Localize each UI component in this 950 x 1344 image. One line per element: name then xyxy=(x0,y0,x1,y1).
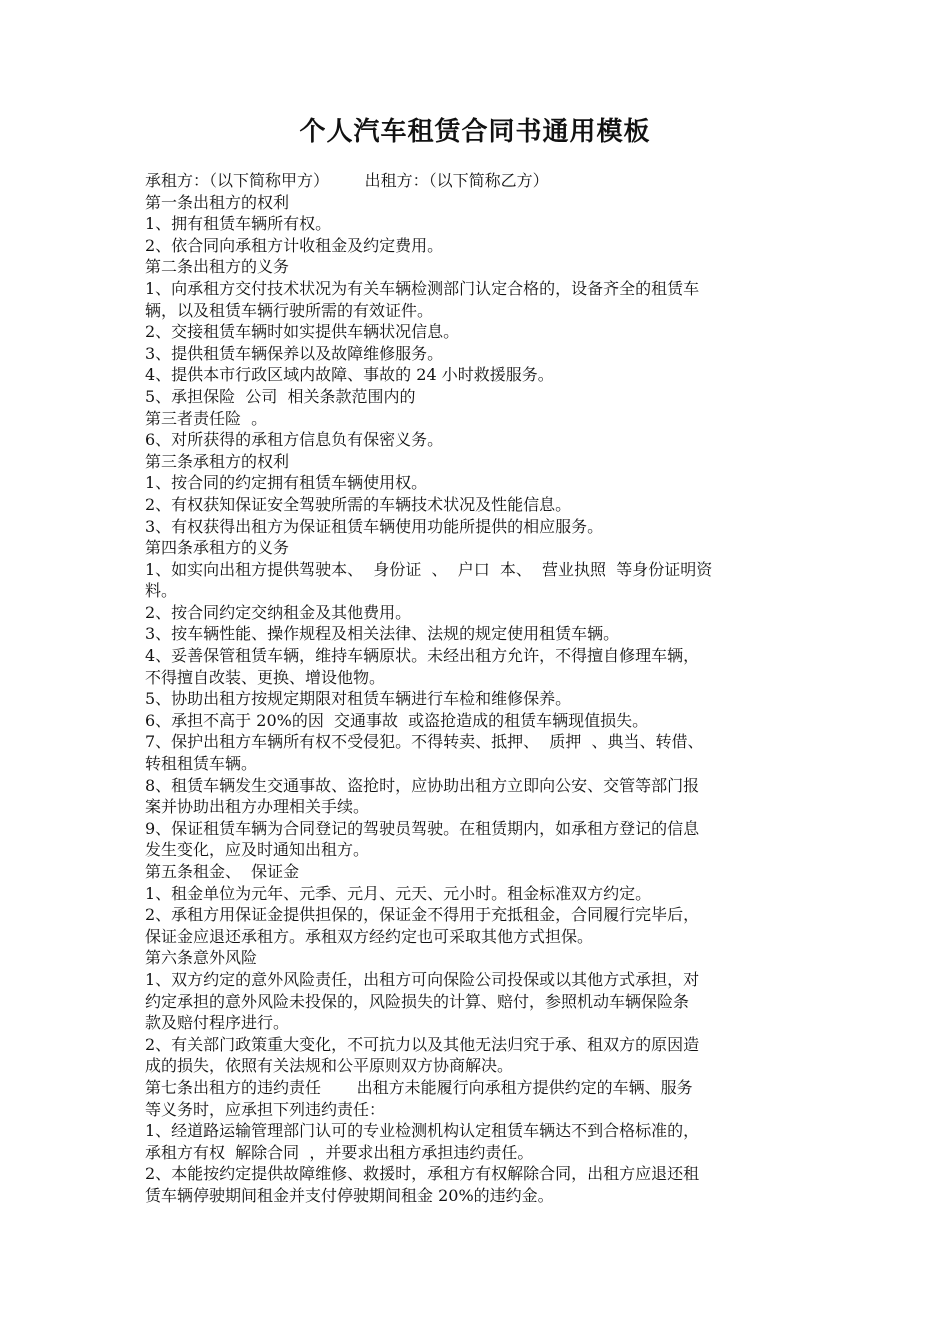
text-line: 第二条出租方的义务 xyxy=(145,257,290,277)
text-line: 第三条承租方的权利 xyxy=(145,451,290,471)
text-line: 发生变化，应及时通知出租方。 xyxy=(145,840,370,860)
text-line: 4、妥善保管租赁车辆，维持车辆原状。未经出租方允许，不得擅自修理车辆， xyxy=(145,646,700,666)
text-line: 转租租赁车辆。 xyxy=(145,754,258,774)
text-line: 赁车辆停驶期间租金并支付停驶期间租金 20%的违约金。 xyxy=(145,1185,554,1205)
document-title: 个人汽车租赁合同书通用模板 xyxy=(299,117,651,147)
text-line: 2、本能按约定提供故障维修、救援时，承租方有权解除合同，出租方应退还租 xyxy=(145,1164,700,1184)
text-line: 1、经道路运输管理部门认可的专业检测机构认定租赁车辆达不到合格标准的， xyxy=(145,1121,700,1141)
text-line: 1、租金单位为元年、元季、元月、元天、元小时。租金标准双方约定。 xyxy=(145,883,652,903)
text-line: 3、按车辆性能、操作规程及相关法律、法规的规定使用租赁车辆。 xyxy=(145,624,620,644)
text-line: 5、协助出租方按规定期限对租赁车辆进行车检和维修保养。 xyxy=(145,689,572,709)
text-line: 等义务时，应承担下列违约责任： xyxy=(145,1099,386,1119)
text-line: 案并协助出租方办理相关手续。 xyxy=(145,797,370,817)
text-line: 第六条意外风险 xyxy=(145,948,258,968)
text-line: 1、双方约定的意外风险责任，出租方可向保险公司投保或以其他方式承担，对 xyxy=(145,969,700,989)
text-line: 约定承担的意外风险未投保的，风险损失的计算、赔付，参照机动车辆保险条 xyxy=(145,991,690,1011)
text-line: 成的损失，依照有关法规和公平原则双方协商解决。 xyxy=(145,1056,514,1076)
text-line: 4、提供本市行政区域内故障、事故的 24 小时救援服务。 xyxy=(145,365,554,385)
text-line: 款及赔付程序进行。 xyxy=(145,1013,290,1033)
document-body xyxy=(145,170,810,1207)
text-line: 不得擅自改装、更换、增设他物。 xyxy=(145,667,386,687)
text-line: 9、保证租赁车辆为合同登记的驾驶员驾驶。在租赁期内，如承租方登记的信息 xyxy=(145,818,700,838)
text-line: 2、承租方用保证金提供担保的，保证金不得用于充抵租金，合同履行完毕后， xyxy=(145,905,700,925)
text-line: 承租方：（以下简称甲方） 出租方：（以下简称乙方） xyxy=(145,171,549,190)
text-line: 第四条承租方的义务 xyxy=(145,538,290,558)
text-line: 6、对所获得的承租方信息负有保密义务。 xyxy=(145,430,444,450)
text-line: 1、拥有租赁车辆所有权。 xyxy=(145,214,332,234)
text-line: 5、承担保险 公司 相关条款范围内的 xyxy=(145,386,416,406)
text-line: 料。 xyxy=(145,581,178,601)
text-line: 3、有权获得出租方为保证租赁车辆使用功能所提供的相应服务。 xyxy=(145,516,604,536)
text-line: 第五条租金、 保证金 xyxy=(145,862,300,881)
text-line: 3、提供租赁车辆保养以及故障维修服务。 xyxy=(145,343,444,363)
text-line: 1、如实向出租方提供驾驶本、 身份证 、 户口 本、 营业执照 等身份证明资 xyxy=(145,559,713,579)
text-line: 2、按合同约定交纳租金及其他费用。 xyxy=(145,602,412,622)
text-line: 第一条出租方的权利 xyxy=(145,192,290,212)
text-line: 2、依合同向承租方计收租金及约定费用。 xyxy=(145,235,444,255)
text-line: 第七条出租方的违约责任 出租方未能履行向承租方提供约定的车辆、服务 xyxy=(145,1077,693,1097)
text-line: 7、保护出租方车辆所有权不受侵犯。不得转卖、抵押、 质押 、典当、转借、 xyxy=(145,732,704,752)
text-line: 保证金应退还承租方。承租双方经约定也可采取其他方式担保。 xyxy=(145,926,594,946)
text-line: 2、有权获知保证安全驾驶所需的车辆技术状况及性能信息。 xyxy=(145,494,572,514)
text-line: 2、有关部门政策重大变化，不可抗力以及其他无法归究于承、租双方的原因造 xyxy=(145,1034,700,1054)
text-line: 1、按合同的约定拥有租赁车辆使用权。 xyxy=(145,473,428,493)
text-line: 1、向承租方交付技术状况为有关车辆检测部门认定合格的，设备齐全的租赁车 xyxy=(145,278,700,298)
text-line: 2、交接租赁车辆时如实提供车辆状况信息。 xyxy=(145,322,460,342)
text-line: 第三者责任险 。 xyxy=(145,408,268,428)
text-line: 8、租赁车辆发生交通事故、盗抢时，应协助出租方立即向公安、交管等部门报 xyxy=(145,775,700,795)
text-line: 辆，以及租赁车辆行驶所需的有效证件。 xyxy=(145,300,434,320)
text-line: 6、承担不高于 20%的因 交通事故 或盗抢造成的租赁车辆现值损失。 xyxy=(145,710,649,730)
text-line: 承租方有权 解除合同 ，并要求出租方承担违约责任。 xyxy=(145,1142,534,1162)
